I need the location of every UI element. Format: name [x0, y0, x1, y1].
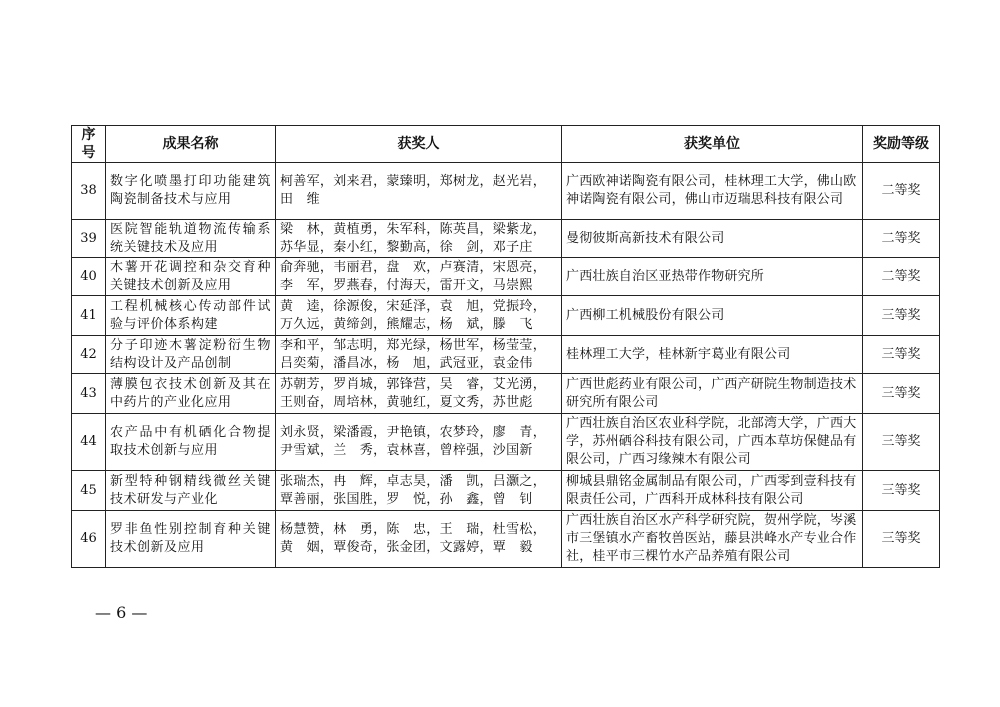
table-row	[72, 296, 940, 336]
winners-cell	[276, 220, 562, 258]
row-index: 45	[72, 471, 106, 511]
achievement-name: 工程机械核心传动部件试验与评价体系构建	[106, 296, 276, 336]
header-people: 获奖人	[276, 126, 562, 163]
award-level: 三等奖	[863, 511, 940, 568]
achievement-name: 罗非鱼性别控制育种关键技术创新及应用	[106, 511, 276, 568]
table-header-row	[72, 126, 940, 163]
header-unit: 获奖单位	[562, 126, 863, 163]
awards-table	[71, 125, 940, 568]
winning-units: 广西壮族自治区农业科学院，北部湾大学，广西大学，苏州硒谷科技有限公司，广西本草坊保健品有限公司，广西习缘辣木有限公司	[562, 414, 863, 471]
table-row	[72, 258, 940, 296]
table-row	[72, 374, 940, 414]
page-number: — 6 —	[95, 603, 148, 622]
achievement-name: 分子印迹木薯淀粉衍生物结构设计及产品创制	[106, 336, 276, 374]
winners-cell	[276, 336, 562, 374]
table-row	[72, 220, 940, 258]
achievement-name: 数字化喷墨打印功能建筑陶瓷制备技术与应用	[106, 163, 276, 220]
row-index: 39	[72, 220, 106, 258]
table-row	[72, 511, 940, 568]
winners-line: 覃善丽，张国胜，罗 悦，孙 鑫，曾 钊	[280, 491, 533, 507]
winning-units: 广西世彪药业有限公司，广西产研院生物制造技术研究所有限公司	[562, 374, 863, 414]
row-index: 44	[72, 414, 106, 471]
achievement-name: 医院智能轨道物流传输系统关键技术及应用	[106, 220, 276, 258]
winners-cell	[276, 511, 562, 568]
winning-units: 柳城县鼎铭金属制品有限公司，广西零到壹科技有限责任公司，广西科开成林科技有限公司	[562, 471, 863, 511]
winning-units: 桂林理工大学，桂林新宇葛业有限公司	[562, 336, 863, 374]
winning-units: 广西欧神诺陶瓷有限公司，桂林理工大学，佛山欧神诺陶瓷有限公司，佛山市迈瑞思科技有限公司	[562, 163, 863, 220]
header-index: 序号	[72, 126, 106, 163]
winning-units: 广西柳工机械股份有限公司	[562, 296, 863, 336]
winners-line: 柯善军，刘来君，蒙臻明，郑树龙，赵光岩，	[280, 174, 547, 189]
winners-line: 尹雪斌，兰 秀，袁林喜，曾梓强，沙国新	[280, 443, 533, 458]
winners-line: 刘永贤，梁潘霞，尹艳镇，农梦玲，廖 青，	[280, 425, 547, 440]
winners-cell	[276, 258, 562, 296]
award-level: 三等奖	[863, 374, 940, 414]
winners-line: 黄 姻，覃俊奇，张金团，文露婷，覃 毅	[280, 540, 533, 555]
award-level: 三等奖	[863, 414, 940, 471]
winners-cell	[276, 414, 562, 471]
row-index: 41	[72, 296, 106, 336]
row-index: 43	[72, 374, 106, 414]
winners-cell	[276, 471, 562, 511]
winners-line: 苏华显，秦小红，黎勤高，徐 剑，邓子庄	[280, 239, 533, 255]
achievement-name: 薄膜包衣技术创新及其在中药片的产业化应用	[106, 374, 276, 414]
winners-line: 苏朝芳，罗肖城，郭锋营，吴 睿，艾光湧，	[280, 376, 547, 392]
row-index: 42	[72, 336, 106, 374]
winners-line: 王则奋，周培林，黄驰红，夏文秀，苏世彪	[280, 394, 533, 410]
table-row	[72, 471, 940, 511]
winning-units: 广西壮族自治区水产科学研究院，贺州学院，岑溪市三堡镇水产畜牧兽医站，藤县洪峰水产专业合作社，桂平市三棵竹水产品养殖有限公司	[562, 511, 863, 568]
award-level: 三等奖	[863, 336, 940, 374]
row-index: 38	[72, 163, 106, 220]
winners-line: 吕奕菊，潘昌冰，杨 旭，武冠亚，袁金伟	[280, 355, 533, 371]
winners-cell	[276, 163, 562, 220]
winning-units: 曼彻彼斯高新技术有限公司	[562, 220, 863, 258]
award-level: 三等奖	[863, 296, 940, 336]
winners-line: 李 军，罗燕春，付海天，雷开文，马崇熙	[280, 277, 533, 293]
winning-units: 广西壮族自治区亚热带作物研究所	[562, 258, 863, 296]
achievement-name: 木薯开花调控和杂交育种关键技术创新及应用	[106, 258, 276, 296]
winners-line: 俞奔驰，韦丽君，盘 欢，卢赛清，宋恩亮，	[280, 259, 547, 275]
header-name: 成果名称	[106, 126, 276, 163]
award-level: 二等奖	[863, 220, 940, 258]
header-level: 奖励等级	[863, 126, 940, 163]
achievement-name: 新型特种钢精线微丝关键技术研发与产业化	[106, 471, 276, 511]
award-level: 三等奖	[863, 471, 940, 511]
table-row	[72, 414, 940, 471]
achievement-name: 农产品中有机硒化合物提取技术创新与应用	[106, 414, 276, 471]
winners-line: 杨慧赞，林 勇，陈 忠，王 瑞，杜雪松，	[280, 522, 547, 537]
winners-line: 梁 林，黄植勇，朱军科，陈英昌，梁紫龙，	[280, 221, 547, 237]
winners-line: 张瑞杰，冉 辉，卓志昊，潘 凯，吕灏之，	[280, 473, 547, 489]
winners-cell	[276, 374, 562, 414]
row-index: 40	[72, 258, 106, 296]
table-row	[72, 163, 940, 220]
award-level: 二等奖	[863, 258, 940, 296]
winners-line: 李和平，邹志明，郑光绿，杨世军，杨莹莹，	[280, 337, 547, 353]
winners-cell	[276, 296, 562, 336]
award-level: 二等奖	[863, 163, 940, 220]
table-row	[72, 336, 940, 374]
winners-line: 田 维	[280, 192, 320, 207]
row-index: 46	[72, 511, 106, 568]
winners-line: 黄 逵，徐源俊，宋延泽，袁 旭，党振玲，	[280, 298, 547, 314]
winners-line: 万久远，黄缔剑，熊耀志，杨 斌，滕 飞	[280, 316, 533, 332]
